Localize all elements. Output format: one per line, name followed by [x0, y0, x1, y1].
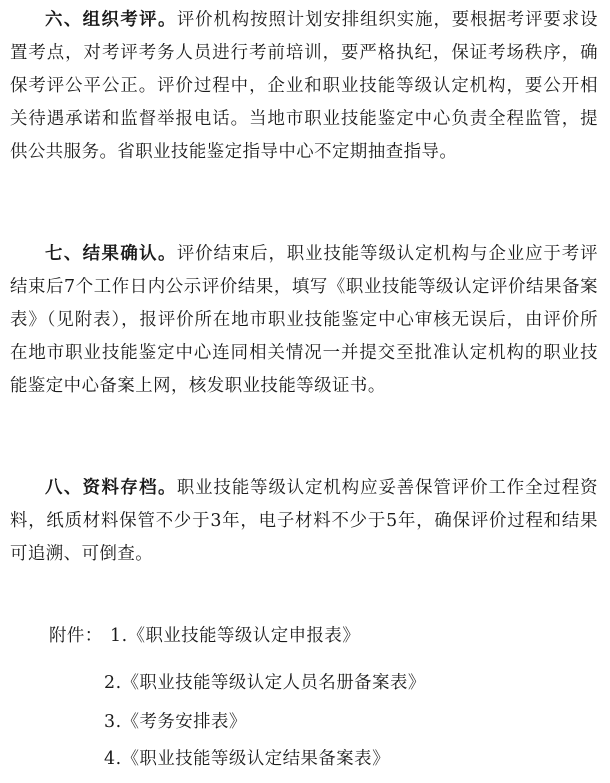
- section-heading: 七、结果确认。: [45, 244, 177, 264]
- section-archive-records: [10, 472, 598, 571]
- section-result-confirmation: [10, 238, 598, 403]
- section-organize-assessment: [10, 4, 598, 169]
- section-body: 职业技能等级认定机构应妥善保管评价工作全过程资料，纸质材料保管不少于3年，电子材料不少于5年，确保评价过程和结果可追溯、可倒查。: [10, 478, 598, 564]
- attachment-item: 4.《职业技能等级认定结果备案表》: [104, 749, 390, 769]
- section-body: 评价结束后，职业技能等级认定机构与企业应于考评结束后7个工作日内公示评价结果，填写《职业技能等级认定评价结果备案表》（见附表），报评价所在地市职业技能鉴定中心审核无误后，由评价所在地市职业技能鉴定中心连同相关情况一并提交至批准认定机构的职业技能鉴定中心备案上网，核发职业技能等级证书。: [10, 244, 598, 396]
- attachment-item: 1.《职业技能等级认定申报表》: [110, 626, 361, 646]
- section-body: 评价机构按照计划安排组织实施，要根据考评要求设置考点，对考评考务人员进行考前培训，要严格执纪，保证考场秩序，确保考评公平公正。评价过程中，企业和职业技能等级认定机构，要公开相关待遇承诺和监督举报电话。当地市职业技能鉴定中心负责全程监管，提供公共服务。省职业技能鉴定指导中心不定期抽查指导。: [10, 10, 598, 162]
- attachment-item: 3.《考务安排表》: [104, 712, 247, 732]
- section-heading: 六、组织考评。: [45, 10, 177, 30]
- section-heading: 八、资料存档。: [45, 478, 177, 498]
- attachment-item: 2.《职业技能等级认定人员名册备案表》: [104, 673, 426, 693]
- attachments-label: 附件：: [49, 626, 103, 646]
